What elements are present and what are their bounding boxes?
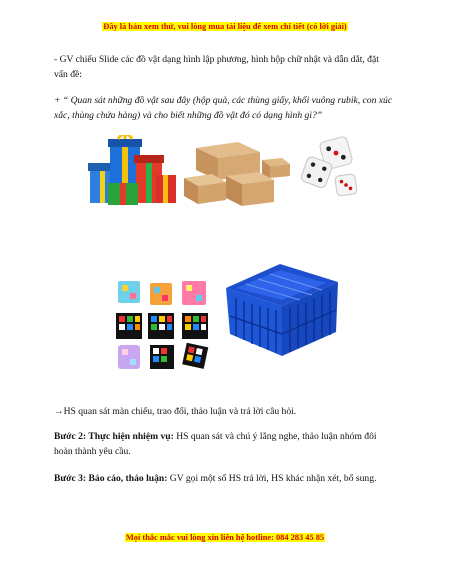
question-paragraph: + “ Quan sát những đồ vật sau đây (hộp quà, các thùng giấy, khối vuông rubik, con xúc xắc, thùng chứa hàng) và cho biết những đồ vật đó có dạng hình gì?” [54, 95, 393, 121]
step-2-paragraph [54, 429, 394, 459]
dice-image [300, 133, 362, 199]
step-2-label: Bước 2: Thực hiện nhiệm vụ: [54, 431, 174, 442]
preview-banner: Đây là bản xem thử, vui lòng mua tài liệu để xem chi tiết (có lời giải) [103, 22, 347, 31]
step-3-label: Bước 3: Báo cáo, thảo luận: [54, 473, 168, 484]
hotline-banner: Mọi thắc mắc vui lòng xin liên hệ hotline: 084 283 45 85 [125, 533, 325, 542]
gift-boxes-image [88, 135, 178, 207]
rubik-cubes-image [116, 279, 212, 373]
intro-paragraph: - GV chiếu Slide các đồ vật dạng hình lập phương, hình hộp chữ nhật và dẫn dắt, đặt vấn đề: [54, 54, 379, 80]
step-2-text: HS quan sát và chú ý lắng nghe, thảo luận nhóm đôi hoàn thành yêu cầu. [54, 431, 377, 457]
observation-paragraph: →HS quan sát màn chiếu, trao đổi, thảo luận và trả lời câu hỏi. [54, 406, 297, 417]
plastic-crate-image [222, 262, 340, 358]
step-3-paragraph [54, 471, 394, 486]
step-3-text: GV gọi một số HS trả lời, HS khác nhận xét, bổ sung. [167, 473, 377, 484]
cardboard-boxes-image [182, 140, 290, 210]
